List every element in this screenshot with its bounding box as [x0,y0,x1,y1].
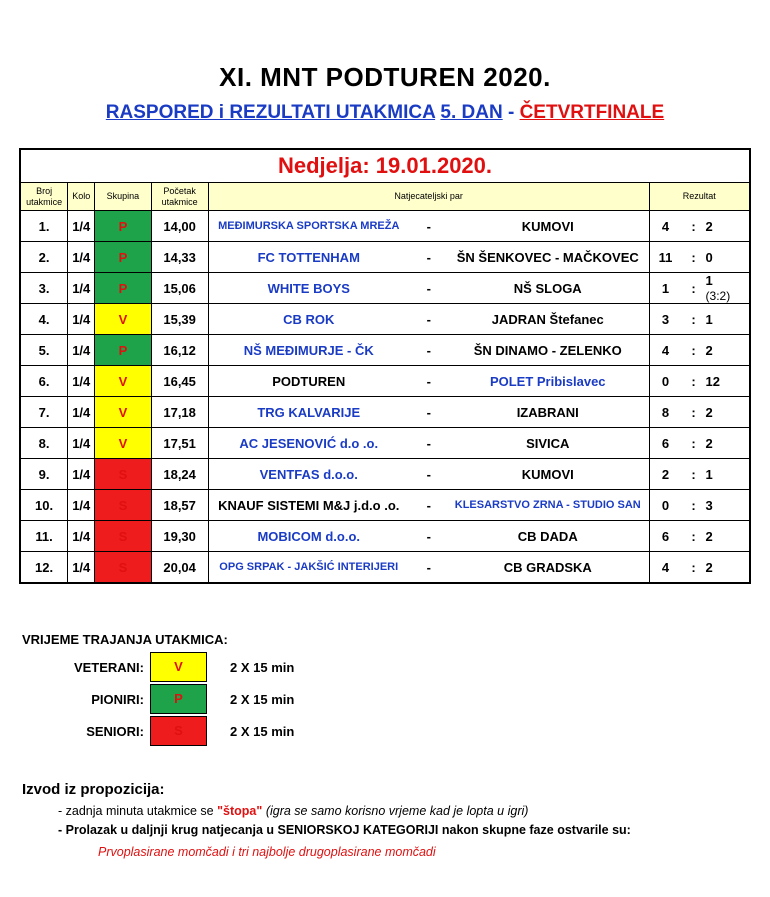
pair-separator: - [426,559,431,575]
match-result [649,521,750,552]
match-pair [208,397,649,428]
pair-separator: - [426,249,431,265]
table-row [20,490,750,521]
legend-color-box: V [150,652,207,682]
legend-label: PIONIRI: [91,692,144,707]
pair-separator: - [426,342,431,358]
pair-separator: - [426,497,431,513]
away-team: ŠN DINAMO - ZELENKO [473,342,622,358]
round: 1/4 [68,552,95,584]
match-number: 4. [20,304,68,335]
match-number: 5. [20,335,68,366]
match-result [649,552,750,584]
away-score [706,405,726,420]
group-badge: S [95,552,151,584]
home-team: VENTFAS d.o.o. [259,466,358,482]
match-result [649,273,750,304]
round: 1/4 [68,211,95,242]
group-badge: V [95,397,151,428]
away-score-value: 1 [705,273,713,288]
home-score: 6 [661,435,670,451]
subtitle-stage: ČETVRTFINALE [519,102,665,123]
match-result [649,335,750,366]
home-score: 8 [661,404,670,420]
start-time: 19,30 [151,521,208,552]
round: 1/4 [68,397,95,428]
start-time: 15,06 [151,273,208,304]
match-pair [208,211,649,242]
round: 1/4 [68,273,95,304]
col-start-time: Početak utakmice [151,183,208,211]
table-row [20,211,750,242]
score-colon: : [691,466,696,482]
group-badge: S [95,490,151,521]
away-score-value: 12 [705,373,721,389]
match-number: 10. [20,490,68,521]
score-colon: : [691,280,696,296]
away-team: JADRAN Štefanec [491,311,604,327]
proposition-stoppage-quote: "štopa" [217,804,263,818]
away-team: NŠ SLOGA [513,280,582,296]
pair-separator: - [426,373,431,389]
home-score: 2 [661,466,670,482]
round: 1/4 [68,242,95,273]
score-colon: : [691,342,696,358]
group-badge: V [95,304,151,335]
proposition-stoppage-note: (igra se samo korisno vrjeme kad je lopta u igri) [265,804,529,818]
away-score [706,312,726,327]
away-score [706,436,726,451]
table-row [20,273,750,304]
score-colon: : [691,435,696,451]
legend-label: VETERANI: [73,660,144,675]
match-pair [208,552,649,584]
match-pair [208,273,649,304]
match-pair [208,490,649,521]
match-pair [208,366,649,397]
legend-duration: 2 X 15 min [230,692,295,707]
away-score-value: 1 [705,466,713,482]
match-number: 8. [20,428,68,459]
schedule-table [19,148,751,584]
group-badge: P [95,242,151,273]
home-team: MOBICOM d.o.o. [257,528,361,544]
score-colon: : [691,559,696,575]
match-number: 2. [20,242,68,273]
away-team: CB GRADSKA [503,559,592,575]
home-score: 0 [661,373,670,389]
group-badge: P [95,335,151,366]
home-team: OPG SRPAK - JAKŠIĆ INTERIJERI [219,561,399,573]
away-team: KUMOVI [521,218,574,234]
legend-item [0,652,400,682]
away-score [706,219,726,234]
away-score-value: 1 [705,311,713,327]
match-number: 12. [20,552,68,584]
match-pair [208,242,649,273]
schedule-rows [20,211,750,584]
group-badge: P [95,211,151,242]
home-score: 1 [661,280,670,296]
table-header [20,183,750,211]
start-time: 20,04 [151,552,208,584]
away-score [706,374,726,389]
group-badge: S [95,459,151,490]
home-score: 11 [658,249,673,265]
match-number: 9. [20,459,68,490]
away-team: IZABRANI [516,404,579,420]
col-result: Rezultat [649,183,750,211]
pair-separator: - [426,218,431,234]
date-row [20,149,750,183]
match-result [649,459,750,490]
home-score: 6 [661,528,670,544]
match-pair [208,428,649,459]
away-score [706,467,726,482]
away-team: POLET Pribislavec [489,373,606,389]
proposition-qualified: Prvoplasirane momčadi i tri najbolje drugoplasirane momčadi [98,845,436,859]
score-colon: : [691,373,696,389]
away-score-value: 0 [705,249,713,265]
round: 1/4 [68,428,95,459]
subtitle-schedule: RASPORED i REZULTATI UTAKMICA [105,102,436,123]
score-colon: : [691,497,696,513]
page-title: XI. MNT PODTUREN 2020. [219,62,551,92]
legend-item [0,684,400,714]
propositions-title: Izvod iz propozicija: [22,781,165,798]
home-score: 3 [661,311,670,327]
table-row [20,242,750,273]
match-result [649,490,750,521]
round: 1/4 [68,459,95,490]
table-row [20,552,750,584]
match-number: 3. [20,273,68,304]
away-team: CB DADA [517,528,578,544]
round: 1/4 [68,335,95,366]
match-number: 11. [20,521,68,552]
subtitle-dash: - [507,102,515,123]
round: 1/4 [68,490,95,521]
away-score-value: 2 [705,528,713,544]
match-number: 7. [20,397,68,428]
home-team: PODTUREN [272,373,346,389]
home-score: 4 [661,342,670,358]
away-score [706,560,726,575]
penalty-score: (3:2) [705,289,731,303]
duration-title: VRIJEME TRAJANJA UTAKMICA: [22,632,228,647]
away-score [706,250,726,265]
away-score-value: 2 [705,404,713,420]
round: 1/4 [68,366,95,397]
away-score-value: 3 [705,497,713,513]
table-row [20,428,750,459]
start-time: 17,51 [151,428,208,459]
away-score [706,529,726,544]
pair-separator: - [426,528,431,544]
match-result [649,304,750,335]
start-time: 16,45 [151,366,208,397]
home-team: TRG KALVARIJE [257,404,361,420]
away-team: SIVICA [526,435,570,451]
start-time: 18,24 [151,459,208,490]
home-team: NŠ MEĐIMURJE - ČK [243,342,374,358]
home-team: KNAUF SISTEMI M&J j.d.o .o. [218,497,400,513]
col-group: Skupina [95,183,151,211]
group-badge: S [95,521,151,552]
page-subtitle [0,102,770,124]
start-time: 17,18 [151,397,208,428]
match-result [649,397,750,428]
legend-label: SENIORI: [86,724,144,739]
score-colon: : [691,404,696,420]
score-colon: : [691,218,696,234]
match-pair [208,304,649,335]
table-row [20,397,750,428]
match-result [649,242,750,273]
match-pair [208,521,649,552]
start-time: 18,57 [151,490,208,521]
start-time: 14,00 [151,211,208,242]
away-team: KLESARSTVO ZRNA - STUDIO SAN [454,499,641,511]
col-pair: Natjecateljski par [208,183,649,211]
home-team: CB ROK [283,311,335,327]
start-time: 16,12 [151,335,208,366]
match-result [649,366,750,397]
home-team: MEĐIMURSKA SPORTSKA MREŽA [218,220,400,232]
match-number: 1. [20,211,68,242]
start-time: 14,33 [151,242,208,273]
round: 1/4 [68,304,95,335]
away-score-value: 2 [705,435,713,451]
home-team: FC TOTTENHAM [257,249,360,265]
away-team: KUMOVI [521,466,574,482]
away-score-value: 2 [705,342,713,358]
subtitle-day: 5. DAN [440,102,503,123]
away-score [705,273,731,303]
away-score-value: 2 [705,218,713,234]
match-date: Nedjelja: 19.01.2020. [20,149,750,183]
round: 1/4 [68,521,95,552]
proposition-stoppage-text: - zadnja minuta utakmice se [58,804,214,818]
table-row [20,459,750,490]
legend-duration: 2 X 15 min [230,724,295,739]
match-result [649,428,750,459]
proposition-stoppage [58,804,528,818]
table-row [20,304,750,335]
pair-separator: - [426,435,431,451]
pair-separator: - [426,311,431,327]
pair-separator: - [426,466,431,482]
legend-color-box: S [150,716,207,746]
home-score: 0 [661,497,670,513]
home-team: AC JESENOVIĆ d.o .o. [239,435,379,451]
away-score [706,498,726,513]
home-score: 4 [661,559,670,575]
home-score: 4 [661,218,670,234]
score-colon: : [691,528,696,544]
col-match-number: Broj utakmice [20,183,68,211]
pair-separator: - [426,404,431,420]
group-badge: V [95,366,151,397]
table-row [20,366,750,397]
group-badge: P [95,273,151,304]
away-score [706,343,726,358]
legend-color-box: P [150,684,207,714]
away-score-value: 2 [705,559,713,575]
pair-separator: - [426,280,431,296]
col-round: Kolo [68,183,95,211]
score-colon: : [691,311,696,327]
group-badge: V [95,428,151,459]
table-row [20,335,750,366]
legend-item [0,716,400,746]
table-row [20,521,750,552]
match-pair [208,459,649,490]
score-colon: : [691,249,696,265]
away-team: ŠN ŠENKOVEC - MAČKOVEC [456,249,639,265]
match-result [649,211,750,242]
proposition-advancement: - Prolazak u daljnji krug natjecanja u SENIORSKOJ KATEGORIJI nakon skupne faze ostvarile su: [58,823,631,837]
match-pair [208,335,649,366]
home-team: WHITE BOYS [267,280,350,296]
start-time: 15,39 [151,304,208,335]
legend-duration: 2 X 15 min [230,660,295,675]
match-number: 6. [20,366,68,397]
